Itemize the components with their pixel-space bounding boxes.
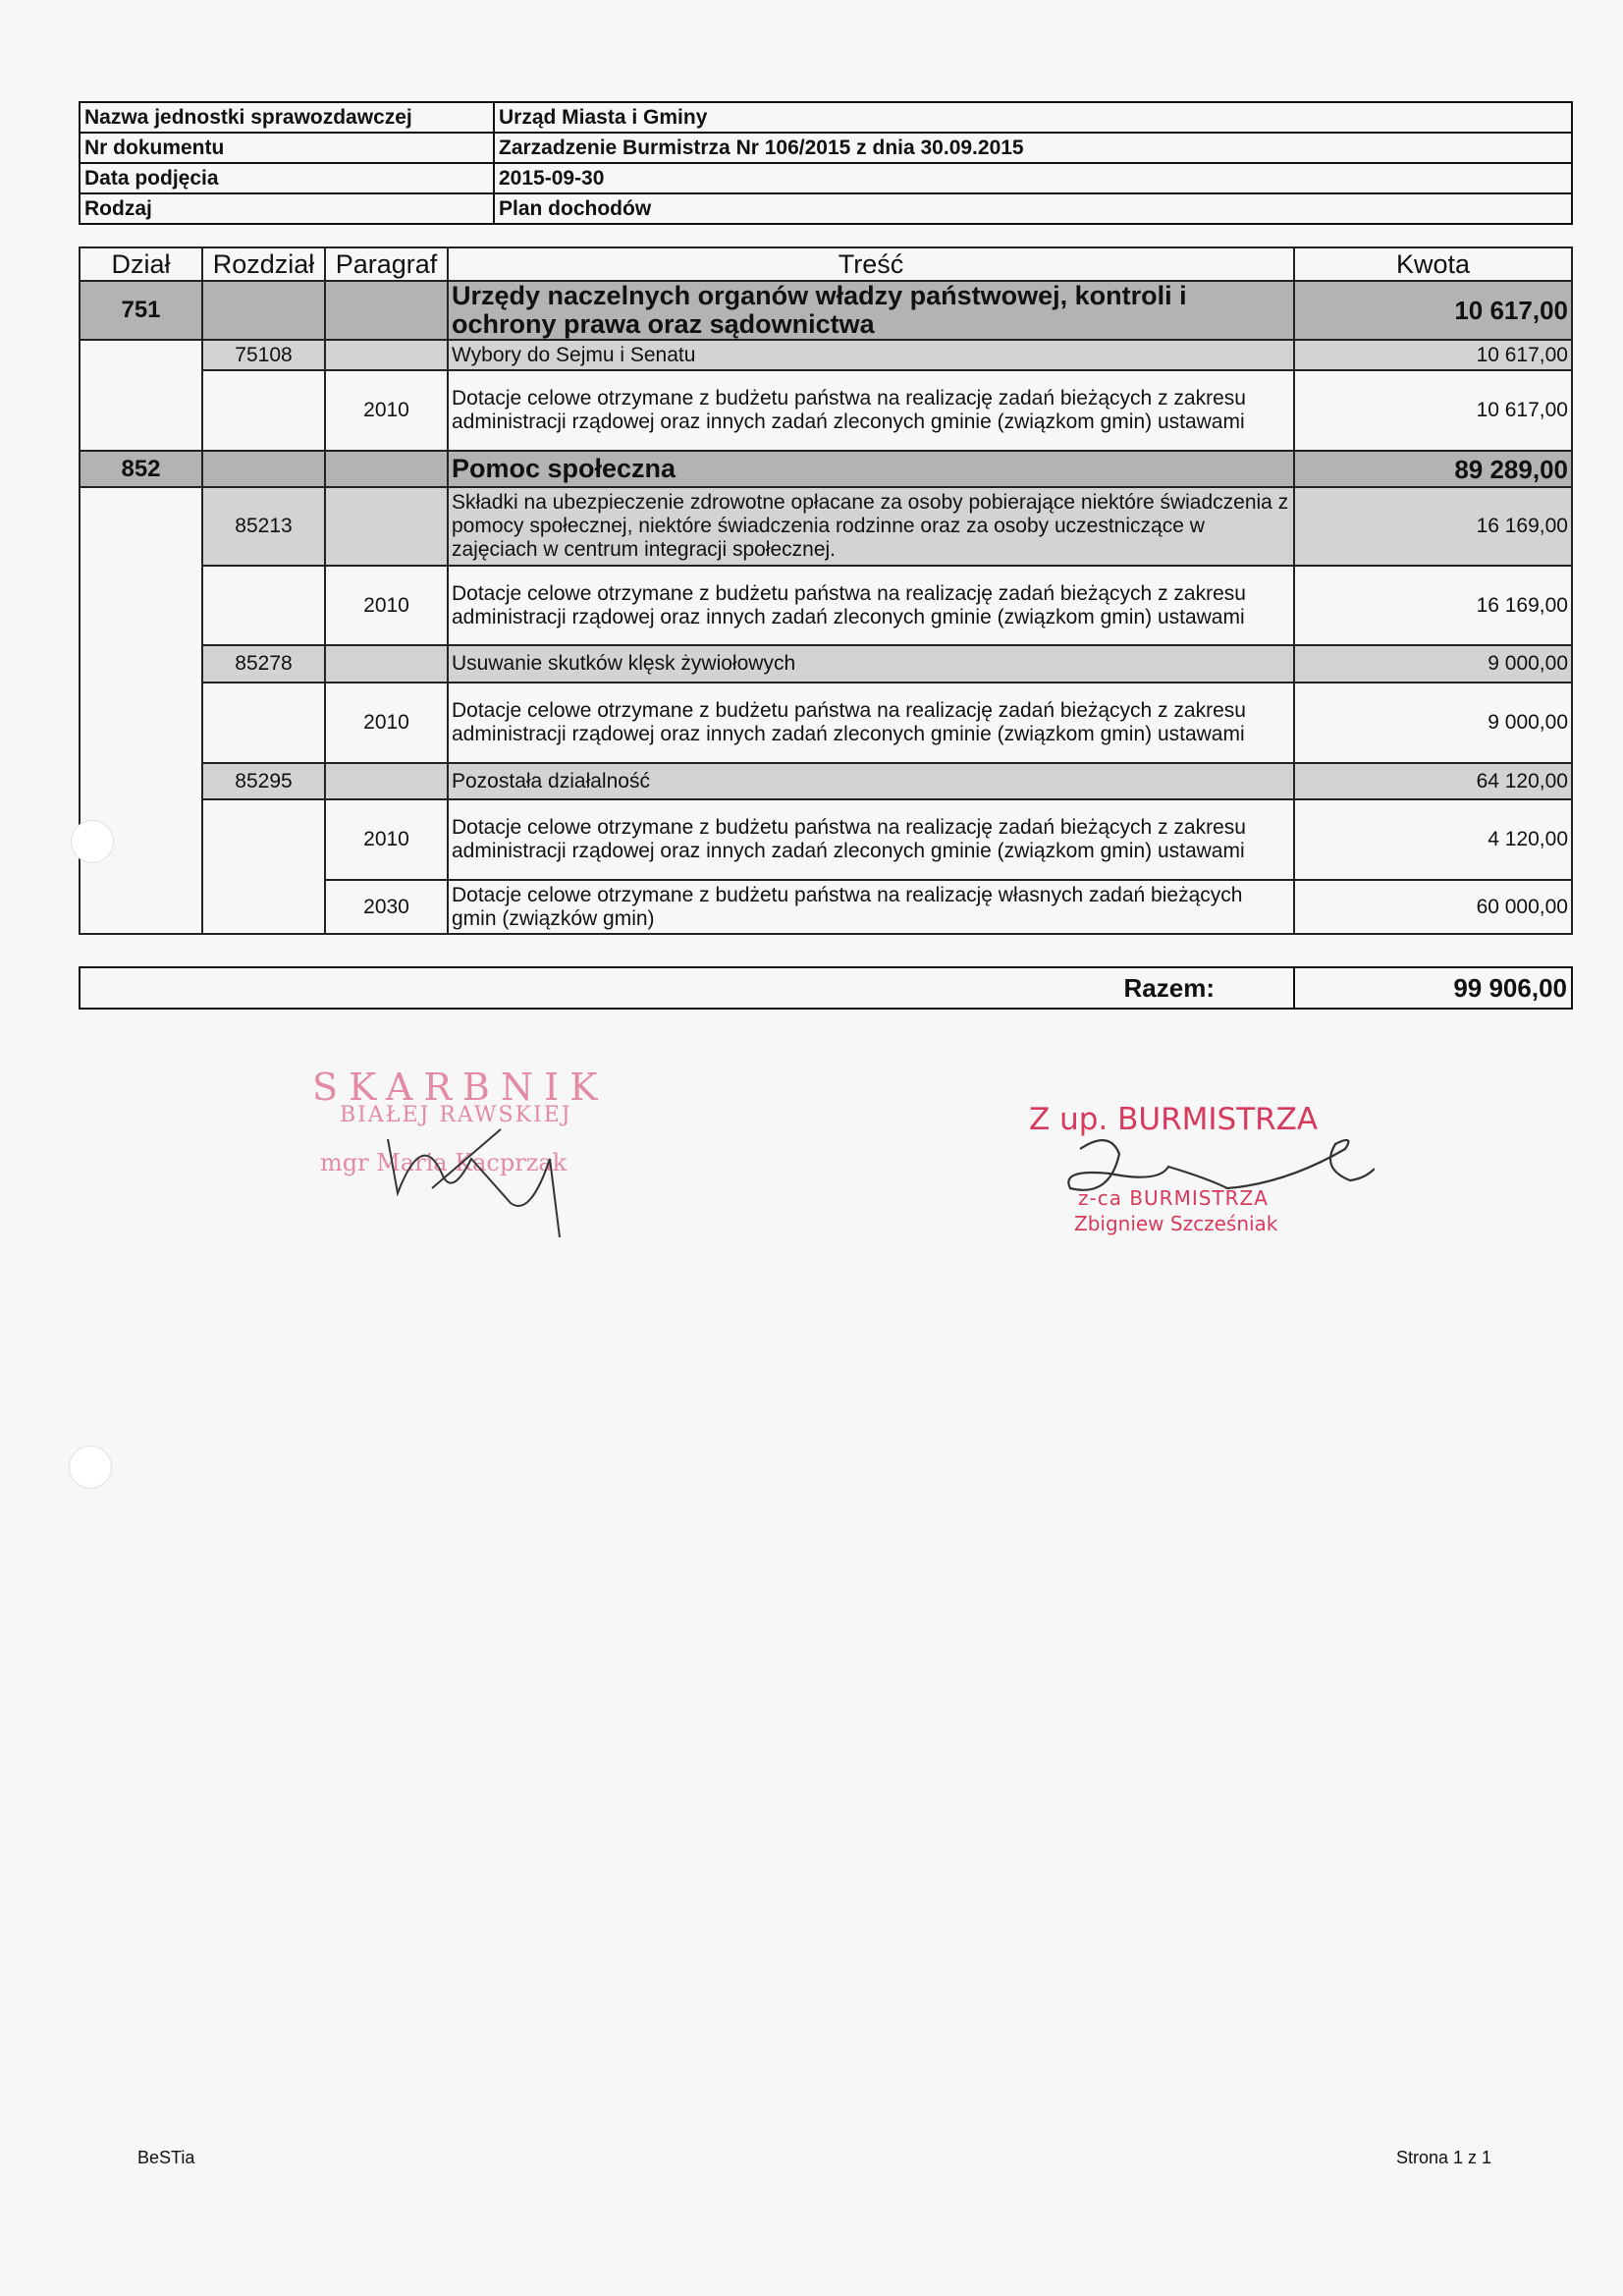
header-row — [80, 163, 1572, 193]
rozdzial-amount: 16 169,00 — [1294, 487, 1572, 566]
dzial-amount: 89 289,00 — [1294, 451, 1572, 487]
rozdzial-code: 85295 — [202, 763, 325, 799]
punch-hole — [69, 1446, 112, 1489]
empty-cell — [80, 880, 202, 934]
paragraf-row — [80, 370, 1572, 451]
header-row — [80, 193, 1572, 224]
col-rozdzial: Rozdział — [202, 247, 325, 281]
paragraf-amount: 4 120,00 — [1294, 799, 1572, 880]
empty-cell — [202, 370, 325, 451]
paragraf-row — [80, 880, 1572, 934]
empty-cell — [202, 281, 325, 340]
paragraf-title: Dotacje celowe otrzymane z budżetu państwa na realizację zadań bieżących z zakresu administracji rządowej oraz innych zadań zleconych gminie (związkom gmin) ustawami — [448, 799, 1294, 880]
header-label: Nr dokumentu — [80, 133, 494, 163]
dzial-title: Urzędy naczelnych organów władzy państwowej, kontroli i ochrony prawa oraz sądownictwa — [448, 281, 1294, 340]
rozdzial-title: Usuwanie skutków klęsk żywiołowych — [448, 645, 1294, 683]
header-label: Nazwa jednostki sprawozdawczej — [80, 102, 494, 133]
rozdzial-title: Składki na ubezpieczenie zdrowotne opłacane za osoby pobierające niektóre świadczenia z pomocy społecznej, niektóre świadczenia rodzinne oraz za osoby uczestniczące w zajęciach w centrum integracji społecznej. — [448, 487, 1294, 566]
dzial-title: Pomoc społeczna — [448, 451, 1294, 487]
rozdzial-amount: 64 120,00 — [1294, 763, 1572, 799]
empty-cell — [202, 566, 325, 645]
rozdzial-amount: 9 000,00 — [1294, 645, 1572, 683]
paragraf-amount: 16 169,00 — [1294, 566, 1572, 645]
rozdzial-row — [80, 763, 1572, 799]
paragraf-amount: 10 617,00 — [1294, 370, 1572, 451]
rozdzial-code: 85278 — [202, 645, 325, 683]
paragraf-row — [80, 566, 1572, 645]
paragraf-code: 2010 — [325, 370, 448, 451]
empty-cell — [325, 487, 448, 566]
footer-left: BeSTia — [137, 2148, 195, 2167]
header-label: Data podjęcia — [80, 163, 494, 193]
rozdzial-row — [80, 645, 1572, 683]
total-row — [79, 966, 1573, 1010]
paragraf-amount: 60 000,00 — [1294, 880, 1572, 934]
dzial-row — [80, 281, 1572, 340]
skarbnik-stamp-name: mgr Maria Kacprzak — [320, 1149, 568, 1176]
punch-hole — [71, 820, 114, 863]
total-value: 99 906,00 — [1294, 967, 1572, 1009]
dzial-code: 751 — [80, 281, 202, 340]
paragraf-code: 2030 — [325, 880, 448, 934]
empty-cell — [202, 880, 325, 934]
paragraf-amount: 9 000,00 — [1294, 683, 1572, 763]
empty-cell — [80, 763, 202, 799]
empty-cell — [202, 683, 325, 763]
paragraf-title: Dotacje celowe otrzymane z budżetu państwa na realizację zadań bieżących z zakresu administracji rządowej oraz innych zadań zleconych gminie (związkom gmin) ustawami — [448, 683, 1294, 763]
document-header — [79, 101, 1573, 225]
col-paragraf: Paragraf — [325, 247, 448, 281]
header-value: Urząd Miasta i Gminy — [494, 102, 1572, 133]
header-value: 2015-09-30 — [494, 163, 1572, 193]
paragraf-row — [80, 683, 1572, 763]
paragraf-code: 2010 — [325, 799, 448, 880]
paragraf-title: Dotacje celowe otrzymane z budżetu państwa na realizację zadań bieżących z zakresu administracji rządowej oraz innych zadań zleconych gminie (związkom gmin) ustawami — [448, 566, 1294, 645]
rozdzial-title: Wybory do Sejmu i Senatu — [448, 340, 1294, 370]
paragraf-title: Dotacje celowe otrzymane z budżetu państwa na realizację własnych zadań bieżących gmin (związków gmin) — [448, 880, 1294, 934]
empty-cell — [325, 451, 448, 487]
paragraf-row — [80, 799, 1572, 880]
rozdzial-code: 85213 — [202, 487, 325, 566]
burmistrz-stamp-name: Zbigniew Szcześniak — [1074, 1212, 1278, 1235]
header-value: Zarzadzenie Burmistrza Nr 106/2015 z dnia 30.09.2015 — [494, 133, 1572, 163]
empty-cell — [80, 645, 202, 683]
col-tresc: Treść — [448, 247, 1294, 281]
budget-table — [79, 246, 1573, 935]
col-dzial: Dział — [80, 247, 202, 281]
empty-cell — [202, 799, 325, 880]
empty-cell — [325, 763, 448, 799]
dzial-amount: 10 617,00 — [1294, 281, 1572, 340]
empty-cell — [325, 340, 448, 370]
empty-cell — [202, 451, 325, 487]
header-row — [80, 133, 1572, 163]
paragraf-code: 2010 — [325, 566, 448, 645]
dzial-row — [80, 451, 1572, 487]
skarbnik-stamp-title: SKARBNIK — [312, 1066, 609, 1109]
rozdzial-row — [80, 487, 1572, 566]
empty-cell — [80, 487, 202, 566]
header-row — [80, 102, 1572, 133]
footer-page: Strona 1 z 1 — [1396, 2148, 1492, 2167]
empty-cell — [80, 566, 202, 645]
dzial-code: 852 — [80, 451, 202, 487]
rozdzial-code: 75108 — [202, 340, 325, 370]
col-kwota: Kwota — [1294, 247, 1572, 281]
paragraf-title: Dotacje celowe otrzymane z budżetu państwa na realizację zadań bieżących z zakresu administracji rządowej oraz innych zadań zleconych gminie (związkom gmin) ustawami — [448, 370, 1294, 451]
empty-cell — [80, 370, 202, 451]
burmistrz-stamp-role: z-ca BURMISTRZA — [1078, 1186, 1269, 1210]
empty-cell — [80, 683, 202, 763]
empty-cell — [325, 645, 448, 683]
skarbnik-signature — [353, 1100, 569, 1237]
empty-cell — [325, 281, 448, 340]
empty-cell — [80, 340, 202, 370]
burmistrz-stamp-title: Z up. BURMISTRZA — [1029, 1102, 1319, 1137]
paragraf-code: 2010 — [325, 683, 448, 763]
header-value: Plan dochodów — [494, 193, 1572, 224]
skarbnik-stamp-town: BIAŁEJ RAWSKIEJ — [340, 1103, 572, 1127]
rozdzial-row — [80, 340, 1572, 370]
total-label: Razem: — [80, 967, 1294, 1009]
rozdzial-amount: 10 617,00 — [1294, 340, 1572, 370]
table-header-row — [80, 247, 1572, 281]
rozdzial-title: Pozostała działalność — [448, 763, 1294, 799]
header-label: Rodzaj — [80, 193, 494, 224]
